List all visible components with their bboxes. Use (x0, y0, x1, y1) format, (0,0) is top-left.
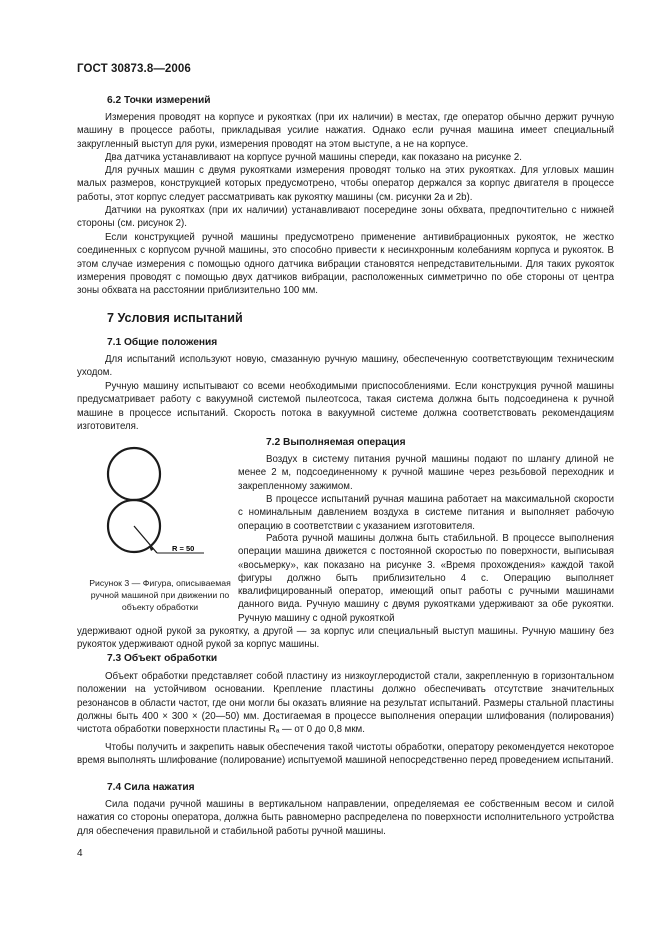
figure-eight-diagram (96, 443, 226, 573)
section-7-1-heading: 7.1 Общие положения (107, 337, 218, 348)
section-7-2-heading: 7.2 Выполняемая операция (266, 437, 406, 448)
section-7-1-paragraph-1: Для испытаний используют новую, смазанную ручную машину, обеспеченную соответствующим техническим уходом. (77, 354, 614, 379)
section-7-4-heading: 7.4 Сила нажатия (107, 782, 195, 793)
radius-label: R = 50 (172, 544, 195, 553)
figure-3-caption: Рисунок 3 — Фигура, описываемая ручной машиной при движении по объекту обработки (89, 578, 231, 613)
section-6-2-paragraph-4: Датчики на рукоятках (при их наличии) устанавливают посередине зоны обхвата, предпочтительно с нижней стороны (см. рисунок 2). (77, 205, 614, 230)
standard-header: ГОСТ 30873.8—2006 (77, 63, 191, 75)
section-6-2-paragraph-5: Если конструкцией ручной машины предусмотрено применение антивибрационных рукояток, не жестко соединенных с корпусом ручной машины, это способно привести к несинхронным колебаниям корпуса и рукояток. В этом случае измерения с помощью одного датчика вибрации становятся непредставительными. Для таких рукояток измерения проводят с помощью двух датчиков вибрации, расположенных симметрично по обе стороны от центра зоны обхвата на расстоянии приблизительно 100 мм. (77, 232, 614, 296)
section-7-2-paragraph-1: Воздух в систему питания ручной машины подают по шлангу длиной не менее 2 м, подсоединенному к ручной машине через резьбовой переходник и закрепленному зажимом. (238, 454, 614, 492)
section-6-2-heading: 6.2 Точки измерений (107, 95, 211, 106)
section-7-1-paragraph-2: Ручную машину испытывают со всеми необходимыми приспособлениями. Если конструкция ручной машины предусматривает работу с вакуумной системой пылеотсоса, такая система должна быть подсоединена к ручной машине в процессе испытаний. Скорость потока в вакуумной системе должна соответствовать рекомендациям изготовителя. (77, 381, 614, 432)
section-6-2-paragraph-1: Измерения проводят на корпусе и рукоятках (при их наличии) в местах, где оператор обычно держит ручную машину в процессе работы, прикладывая усилие нажатия. Однако если ручная машина имеет специальный закругленный выступ для руки, измерения проводят на этом выступе, а не на корпусе. (77, 112, 614, 150)
upper-circle (108, 448, 160, 500)
section-6-2-paragraph-3: Для ручных машин с двумя рукоятками измерения проводят только на этих рукоятках. Для угловых машин малых размеров, конструкцией которых предусмотрено, чтобы оператор держался за корпус двигателя в процессе работы, этот корпус следует рассматривать как рукоятку машины (см. рисунки 2а и 2b). (77, 165, 614, 203)
section-6-2-paragraph-2: Два датчика устанавливают на корпусе ручной машины спереди, как показано на рисунке 2. (105, 152, 522, 163)
section-7-4-paragraph-1: Сила подачи ручной машины в вертикальном направлении, определяемая ее собственным весом и силой нажатия со стороны оператора, должна быть равномерно распределена по поверхности исполнительного устройства для обеспечения правильной и стабильной работы ручной машины. (77, 799, 614, 837)
section-7-2-paragraph-3: Работа ручной машины должна быть стабильной. В процессе выполнения операции машина движется с постоянной скоростью по поверхности, выписывая «восьмерку», как показано на рисунке 3. «Время прохождения» каждой такой фигуры должно быть приблизительно 4 с. Операцию выполняет квалифицированный оператор, имеющий опыт работы с ручными машинами данного вида. Ручную машину с двумя рукоятками удерживают за обе рукоятки. Ручную машину с одной рукояткой (238, 533, 614, 624)
page-number: 4 (77, 848, 83, 859)
section-7-3-heading: 7.3 Объект обработки (107, 653, 218, 664)
section-7-3-paragraph-2: Чтобы получить и закрепить навык обеспечения такой чистоты обработки, оператору рекомендуется некоторое время выполнять шлифование (полирование) испытуемой машиной непосредственно перед проведением испытаний. (77, 742, 614, 767)
section-7-2-paragraph-2: В процессе испытаний ручная машина работает на максимальной скорости с номинальным давлением воздуха в системе питания и выполняет рабочую операцию в соответствии с указанием изготовителя. (238, 494, 614, 532)
section-7-3-paragraph-1: Объект обработки представляет собой пластину из низкоуглеродистой стали, закрепленную в горизонтальном положении на устойчивом основании. Крепление пластины должно обеспечивать отсутствие значительных резонансов в области частот, где они могли бы оказать влияние на результат испытаний. Размеры стальной пластины должны быть 400 × 300 × (20—50) мм. Достигаемая в процессе выполнения операции шлифования (полирования) чистота обработки поверхности пластины Rₐ — от 0 до 0,8 мкм. (77, 671, 614, 735)
section-7-heading: 7 Условия испытаний (107, 311, 243, 325)
section-7-2-paragraph-3-continued: удерживают одной рукой за рукоятку, а другой — за корпус или специальный выступ машины. Ручную машину без рукояток удерживают одной рукой за корпус машины. (77, 626, 614, 651)
